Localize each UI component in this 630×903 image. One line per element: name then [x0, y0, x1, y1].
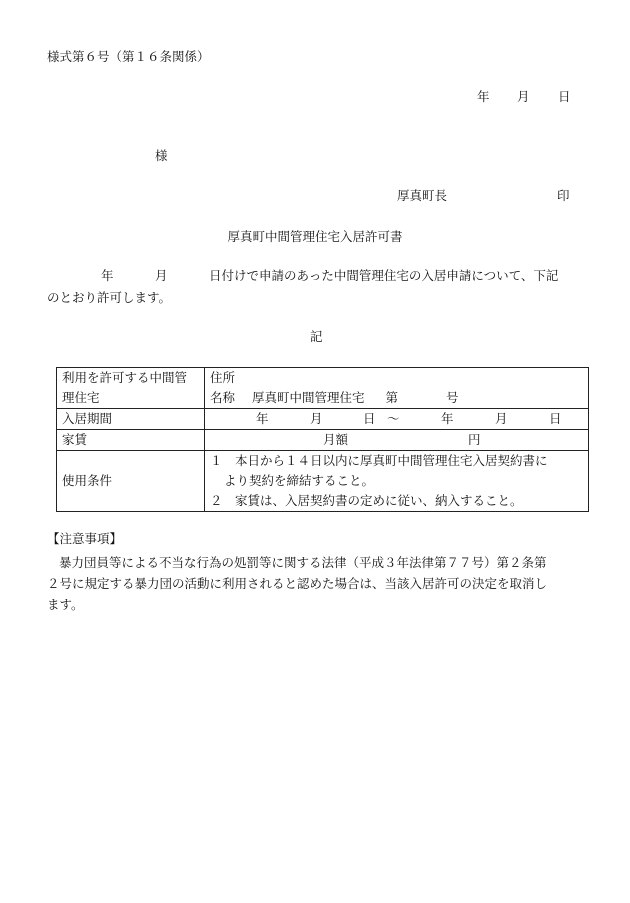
period-start-day: 日	[363, 411, 376, 426]
housing-number-suffix: 号	[445, 390, 459, 405]
form-number: 様式第６号（第１６条関係）	[47, 49, 210, 64]
condition1-line1: １ 本日から１４日以内に厚真町中間管理住宅入居契約書に	[210, 453, 548, 468]
housing-label-cell	[57, 368, 205, 409]
housing-label-line2: 理住宅	[62, 390, 100, 405]
rent-value-cell	[205, 430, 589, 451]
table-row-rent	[57, 430, 589, 451]
conditions-label: 使用条件	[57, 451, 205, 512]
addressee-suffix: 様	[155, 148, 168, 163]
table-row-housing	[57, 368, 589, 409]
period-end-month: 月	[495, 411, 508, 426]
period-line	[210, 409, 583, 429]
document-title: 厚真町中間管理住宅入居許可書	[227, 229, 403, 244]
table-row-conditions	[57, 451, 589, 512]
body-month: 月	[155, 268, 168, 283]
period-value-cell	[205, 409, 589, 430]
table-row-period	[57, 409, 589, 430]
rent-yen: 円	[468, 432, 481, 447]
housing-name-label: 名称	[210, 390, 236, 405]
housing-value-cell	[205, 368, 589, 409]
period-end-day: 日	[549, 411, 562, 426]
body-year: 年	[101, 268, 114, 283]
housing-name-line	[210, 388, 583, 408]
housing-number-prefix: 第	[385, 390, 398, 405]
ki-heading: 記	[310, 329, 323, 344]
period-label: 入居期間	[57, 409, 205, 430]
body-line1-text: 日付けで申請のあった中間管理住宅の入居申請について、下記	[209, 268, 559, 283]
period-end-year: 年	[441, 411, 454, 426]
notes-title: 【注意事項】	[47, 531, 123, 546]
date-day: 日	[558, 89, 571, 104]
date-year: 年	[477, 89, 490, 104]
period-start-year: 年	[256, 411, 269, 426]
notes-body	[47, 552, 587, 615]
date-month: 月	[517, 89, 530, 104]
rent-line	[210, 430, 583, 450]
issuer-name: 厚真町長	[397, 188, 448, 203]
notes-line3: ます。	[47, 597, 84, 612]
permit-table	[56, 367, 589, 512]
notes-line2: ２号に規定する暴力団の活動に利用されると認めた場合は、当該入居許可の決定を取消し	[47, 576, 548, 591]
body-line2-text: のとおり許可します。	[47, 290, 172, 305]
period-start-month: 月	[310, 411, 323, 426]
seal-mark: 印	[557, 188, 570, 203]
housing-name-value: 厚真町中間管理住宅	[251, 390, 365, 405]
conditions-value-cell	[205, 451, 589, 512]
period-tilde: ～	[387, 411, 400, 426]
housing-label-line1: 利用を許可する中間管	[62, 370, 188, 385]
housing-address-label: 住所	[210, 370, 236, 385]
notes-line1: 暴力団員等による不当な行為の処罰等に関する法律（平成３年法律第７７号）第２条第	[59, 555, 547, 570]
rent-label: 家賃	[57, 430, 205, 451]
condition2: ２ 家賃は、入居契約書の定めに従い、納入すること。	[210, 493, 523, 508]
rent-monthly: 月額	[323, 432, 349, 447]
condition1-line2: より契約を締結すること。	[224, 473, 375, 488]
